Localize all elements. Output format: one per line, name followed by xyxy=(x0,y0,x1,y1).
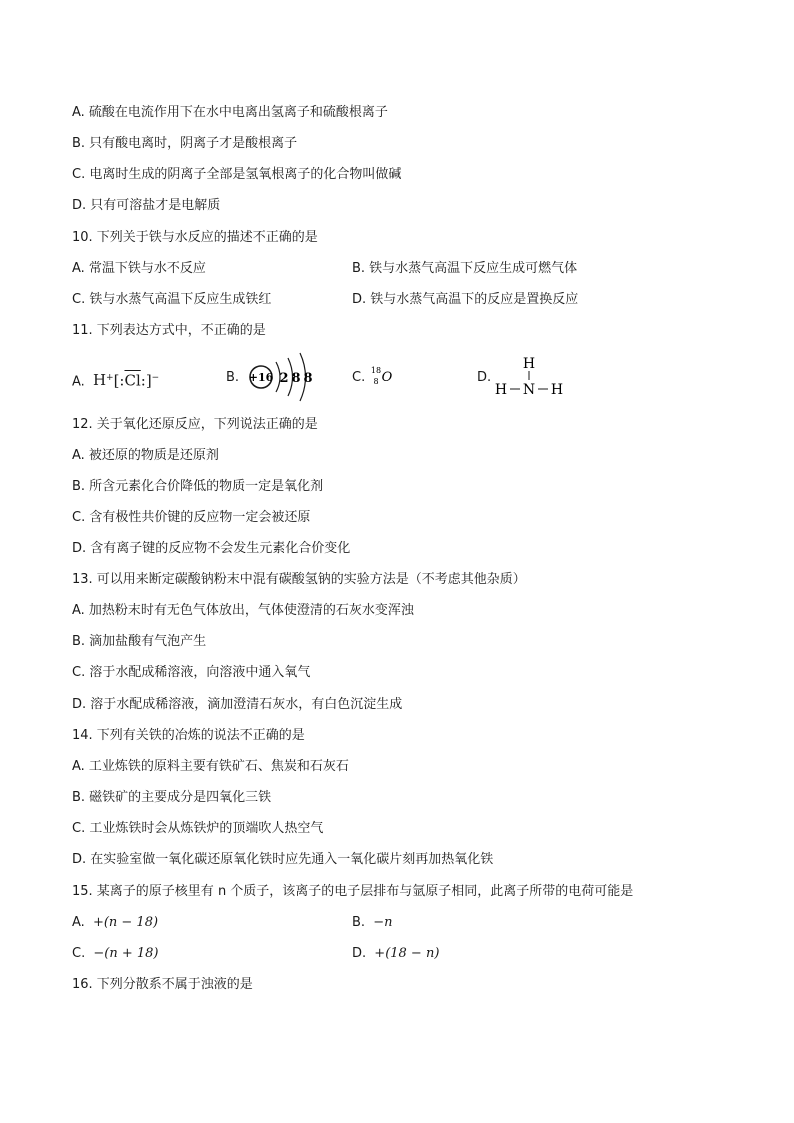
q12-stem: 12. 关于氧化还原反应，下列说法正确的是 xyxy=(72,417,318,432)
q11-d-label: D. xyxy=(477,370,492,385)
q10-option-c: C. 铁与水蒸气高温下反应生成铁红 xyxy=(72,292,272,307)
q15-b-expr: −n xyxy=(373,915,393,930)
q10-option-d: D. 铁与水蒸气高温下的反应是置换反应 xyxy=(352,292,579,307)
q11-d-top-h: H xyxy=(522,356,536,372)
q11-c-label: C. xyxy=(352,370,366,385)
q11-c-symbol: O xyxy=(381,370,393,385)
q15-a-label: A. xyxy=(72,915,85,930)
q14-option-d: D. 在实验室做一氧化碳还原氧化铁时应先通入一氧化碳片刻再加热氧化铁 xyxy=(72,852,494,867)
q10-option-b: B. 铁与水蒸气高温下反应生成可燃气体 xyxy=(352,261,578,276)
q10-option-a: A. 常温下铁与水不反应 xyxy=(72,261,206,276)
q13-option-b: B. 滴加盐酸有气泡产生 xyxy=(72,634,207,649)
q11-b-label: B. xyxy=(226,370,240,385)
q11-d-structure xyxy=(492,353,568,399)
q13-option-d: D. 溶于水配成稀溶液，滴加澄清石灰水，有白色沉淀生成 xyxy=(72,697,403,712)
q11-b-nucleus: +16 xyxy=(248,371,274,384)
q13-stem: 13. 可以用来断定碳酸钠粉末中混有碳酸氢钠的实验方法是（不考虑其他杂质） xyxy=(72,572,526,587)
q16-stem: 16. 下列分散系不属于浊液的是 xyxy=(72,977,253,992)
q11-b-shell-3: 8 xyxy=(303,371,313,386)
q12-option-a: A. 被还原的物质是还原剂 xyxy=(72,448,219,463)
q11-stem: 11. 下列表达方式中，不正确的是 xyxy=(72,323,266,338)
q11-a-plus: + xyxy=(106,373,114,383)
q10-stem: 10. 下列关于铁与水反应的描述不正确的是 xyxy=(72,230,318,245)
q11-option-a xyxy=(72,369,159,391)
q13-option-a: A. 加热粉末时有无色气体放出，气体使澄清的石灰水变浑浊 xyxy=(72,603,414,618)
q11-d-n: N xyxy=(522,382,536,398)
q11-b-shell-1: 2 xyxy=(279,371,289,386)
q15-option-b xyxy=(352,914,392,932)
q15-b-label: B. xyxy=(352,915,366,930)
q11-a-h: H xyxy=(92,371,107,390)
q11-a-bracket-open: [: xyxy=(113,371,125,390)
q14-option-b: B. 磁铁矿的主要成分是四氧化三铁 xyxy=(72,790,272,805)
q15-d-expr: +(18 − n) xyxy=(374,946,440,961)
q11-a-minus: − xyxy=(151,373,160,383)
q14-option-a: A. 工业炼铁的原料主要有铁矿石、焦炭和石灰石 xyxy=(72,759,349,774)
q9-option-c: C. 电离时生成的阴离子全部是氢氧根离子的化合物叫做碱 xyxy=(72,167,402,182)
q15-c-label: C. xyxy=(72,946,86,961)
q11-d-right-h: H xyxy=(550,382,564,398)
q12-option-b: B. 所含元素化合价降低的物质一定是氧化剂 xyxy=(72,479,324,494)
q15-stem: 15. 某离子的原子核里有 n 个质子，该离子的电子层排布与氩原子相同，此离子所带的电荷可能是 xyxy=(72,884,634,899)
q11-d-left-h: H xyxy=(494,382,508,398)
q14-stem: 14. 下列有关铁的冶炼的说法不正确的是 xyxy=(72,728,305,743)
q9-option-a: A. 硫酸在电流作用下在水中电离出氢离子和硫酸根离子 xyxy=(72,105,388,120)
q11-b-atom-diagram xyxy=(244,350,324,402)
q11-b-shell-2: 8 xyxy=(291,371,301,386)
q11-c-isotope xyxy=(370,364,396,388)
q12-option-c: C. 含有极性共价键的反应物一定会被还原 xyxy=(72,510,311,525)
q13-option-c: C. 溶于水配成稀溶液，向溶液中通入氧气 xyxy=(72,665,311,680)
q15-option-d xyxy=(352,945,439,963)
q15-c-expr: −(n + 18) xyxy=(93,946,159,961)
q9-option-d: D. 只有可溶盐才是电解质 xyxy=(72,198,221,213)
q15-a-expr: +(n − 18) xyxy=(92,915,159,930)
q11-c-mass: 18 xyxy=(370,366,382,375)
q14-option-c: C. 工业炼铁时会从炼铁炉的顶端吹人热空气 xyxy=(72,821,324,836)
q11-a-bracket-close: :] xyxy=(140,371,152,390)
q11-a-label: A. xyxy=(72,374,85,390)
q15-option-a xyxy=(72,914,158,932)
q15-option-c xyxy=(72,945,158,963)
q12-option-d: D. 含有离子键的反应物不会发生元素化合价变化 xyxy=(72,541,351,556)
q11-c-atomic: 8 xyxy=(373,377,379,386)
q15-d-label: D. xyxy=(352,946,367,961)
q11-a-cl: $\overline{Cl}$ xyxy=(124,371,141,390)
q9-option-b: B. 只有酸电离时，阴离子才是酸根离子 xyxy=(72,136,298,151)
